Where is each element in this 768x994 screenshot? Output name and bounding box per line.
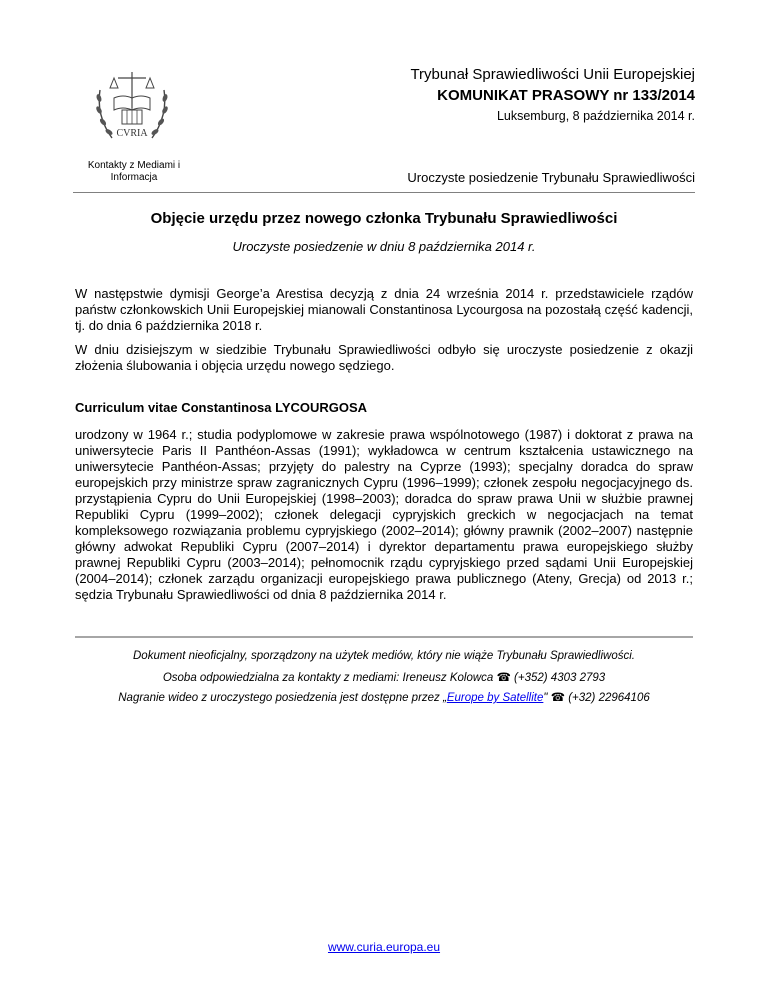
europe-by-satellite-link[interactable]: Europe by Satellite [446, 692, 544, 704]
curia-website-link[interactable]: www.curia.europa.eu [327, 940, 441, 954]
court-name: Trybunał Sprawiedliwości Unii Europejskiej [410, 66, 695, 83]
video-phone: (+32) 22964106 [568, 692, 650, 704]
page-title: Objęcie urzędu przez nowego członka Trybunału Sprawiedliwości [150, 210, 618, 227]
contact-note [75, 670, 693, 684]
footer-divider [75, 636, 693, 638]
place-date: Luksemburg, 8 października 2014 r. [496, 109, 695, 123]
paragraph-appointment: W następstwie dymisji George’a Arestisa decyzją z dnia 24 września 2014 r. przedstawiciele rządów państw członkowskich Unii Europejskiej mianowali Constantinosa Lycourgosa na pozostałą część kadencji, tj. do dnia 6 października 2018 r. [75, 286, 693, 333]
footer [0, 940, 768, 954]
curia-emblem-icon [92, 68, 172, 152]
contact-phone: (+352) 4303 2793 [514, 672, 606, 684]
paragraph-sitting: W dniu dzisiejszym w siedzibie Trybunału Sprawiedliwości odbyło się uroczyste posiedzenie z okazji złożenia ślubowania i objęcia urzędu nowego sędziego. [75, 342, 693, 373]
phone-icon: ☎ [496, 672, 511, 684]
contact-text: Osoba odpowiedzialna za kontakty z mediami: Ireneusz Kolowca [162, 672, 494, 684]
video-note [75, 690, 693, 704]
page-subtitle: Uroczyste posiedzenie w dniu 8 października 2014 r. [232, 239, 536, 254]
phone-icon: ☎ [550, 692, 565, 704]
video-text: Nagranie wideo z uroczystego posiedzenia jest dostępne przez „ [118, 692, 447, 704]
disclaimer-note: Dokument nieoficjalny, sporządzony na użytek mediów, który nie wiąże Trybunału Sprawiedliwości. [133, 650, 635, 662]
department-label: Kontakty z Mediami i Informacja [87, 160, 181, 183]
press-release-number: KOMUNIKAT PRASOWY nr 133/2014 [437, 87, 695, 104]
occasion-label: Uroczyste posiedzenie Trybunału Sprawiedliwości [407, 170, 695, 185]
video-text-close: " [543, 692, 548, 704]
curia-logo [92, 68, 172, 152]
cv-heading: Curriculum vitae Constantinosa LYCOURGOSA [75, 400, 368, 415]
header-divider [73, 192, 695, 193]
cv-text: urodzony w 1964 r.; studia podyplomowe w zakresie prawa wspólnotowego (1987) i doktorat z prawa na uniwersytecie Paris II Panthéon-Assas (1991); wykładowca w centrum kształcenia ustawicznego na uniwersytecie Panthéon-Assas; przyjęty do palestry na Cyprze (1993); specjalny doradca do spraw europejskich przy ministrze spraw zagranicznych Cypru (1996–1999); członek zespołu negocjacyjnego ds. przystąpienia Cypru do Unii Europejskiej (1998–2003); doradca do spraw prawa Unii w służbie prawnej Republiki Cypru (1999–2002); członek delegacji cypryjskich greckich w negocjacjach na temat kompleksowego rozwiązania problemu cypryjskiego (2002–2014); główny prawnik (2002–2007) następnie główny adwokat Republiki Cypru (2007–2014) i dyrektor departamentu prawa europejskiego służby prawnej Republiki Cypru (2003–2014); pełnomocnik rządu cypryjskiego przed sądami Unii Europejskiej (2004–2014); członek zarządu organizacji europejskiego prawa publicznego (Ateny, Grecja) od 2013 r.; sędzia Trybunału Sprawiedliwości od dnia 8 października 2014 r. [75, 427, 693, 602]
logo-text: CVRIA [116, 128, 148, 139]
